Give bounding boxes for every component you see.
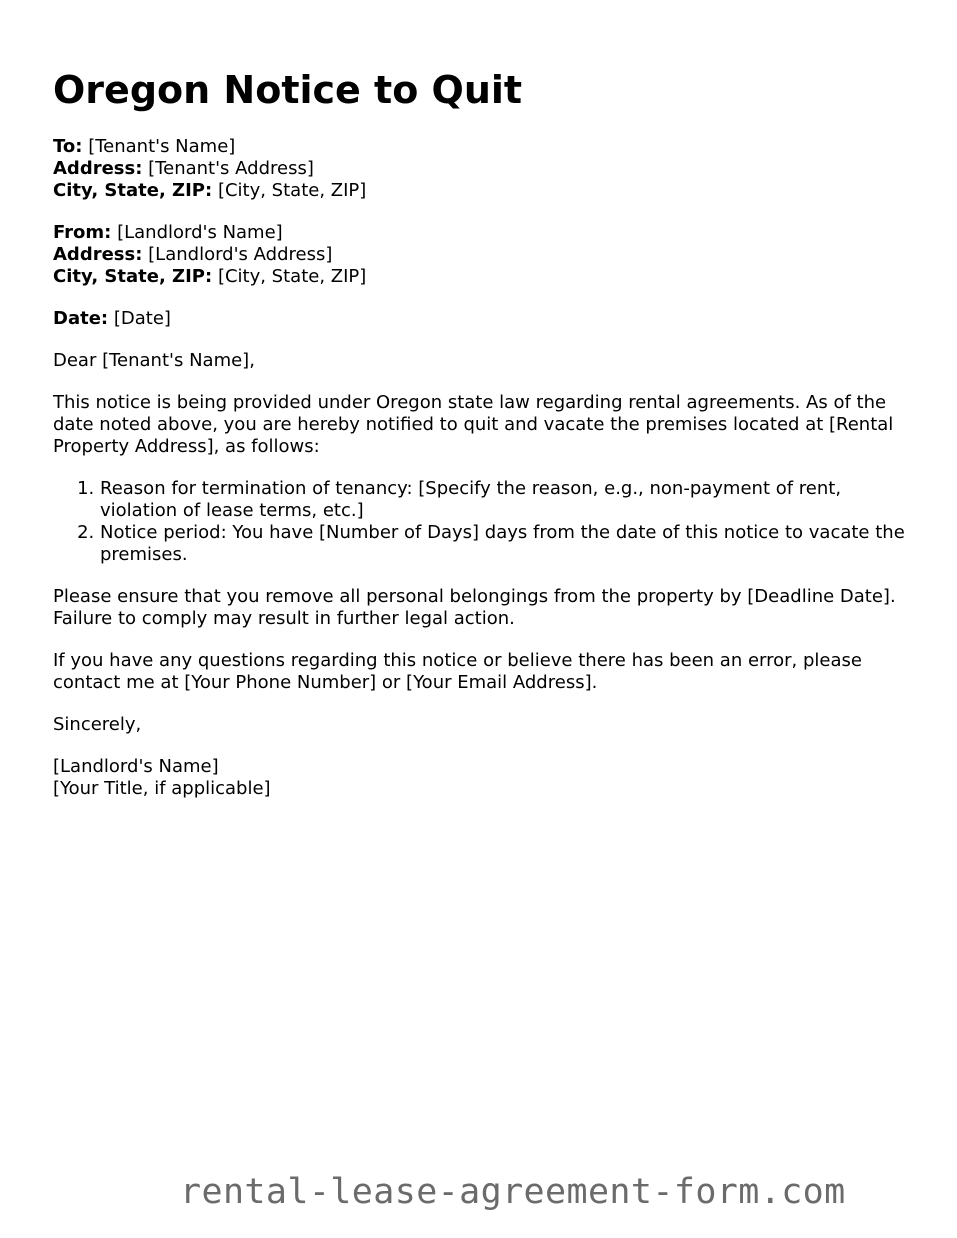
to-label: To: (53, 136, 83, 157)
signature-block (53, 756, 913, 800)
signature-name: [Landlord's Name] (53, 756, 219, 777)
signature-title: [Your Title, if applicable] (53, 778, 271, 799)
sender-block (53, 222, 913, 288)
site-watermark: rental-lease-agreement-form.com (180, 1172, 846, 1212)
from-value: [Landlord's Name] (117, 222, 283, 243)
list-item: 1. Reason for termination of tenancy: [Specify the reason, e.g., non-payment of rent, violation of lease terms, etc.] (100, 478, 913, 522)
belongings-paragraph: Please ensure that you remove all personal belongings from the property by [Deadline Date]. Failure to comply may result in further legal action. (53, 586, 896, 629)
closing: Sincerely, (53, 714, 142, 735)
sender-address-value: [Landlord's Address] (148, 244, 333, 265)
recipient-csz-line (53, 180, 913, 202)
recipient-block (53, 136, 913, 202)
recipient-csz-label: City, State, ZIP: (53, 180, 213, 201)
sender-address-line (53, 244, 913, 266)
page-title: Oregon Notice to Quit (53, 68, 523, 112)
recipient-csz-value: [City, State, ZIP] (217, 180, 367, 201)
recipient-name-line (53, 136, 913, 158)
recipient-address-label: Address: (53, 158, 143, 179)
intro-paragraph: This notice is being provided under Oregon state law regarding rental agreements. As of the date noted above, you are hereby notified to quit and vacate the premises located at [Rental Property Address], as follows: (53, 392, 894, 457)
salutation: Dear [Tenant's Name], (53, 350, 255, 371)
list-item: 2. Notice period: You have [Number of Days] days from the date of this notice to vacate the premises. (100, 522, 913, 566)
date-label: Date: (53, 308, 109, 329)
recipient-address-line (53, 158, 913, 180)
to-value: [Tenant's Name] (88, 136, 236, 157)
recipient-address-value: [Tenant's Address] (148, 158, 314, 179)
sender-address-label: Address: (53, 244, 143, 265)
sender-csz-line (53, 266, 913, 288)
sender-name-line (53, 222, 913, 244)
contact-paragraph: If you have any questions regarding this notice or believe there has been an error, please contact me at [Your Phone Number] or [Your Email Address]. (53, 650, 862, 693)
date-value: [Date] (113, 308, 171, 329)
date-block (53, 308, 913, 330)
sender-csz-label: City, State, ZIP: (53, 266, 213, 287)
notice-terms-list (53, 478, 913, 566)
sender-csz-value: [City, State, ZIP] (217, 266, 367, 287)
date-line (53, 308, 913, 330)
from-label: From: (53, 222, 112, 243)
notice-document (53, 66, 913, 800)
